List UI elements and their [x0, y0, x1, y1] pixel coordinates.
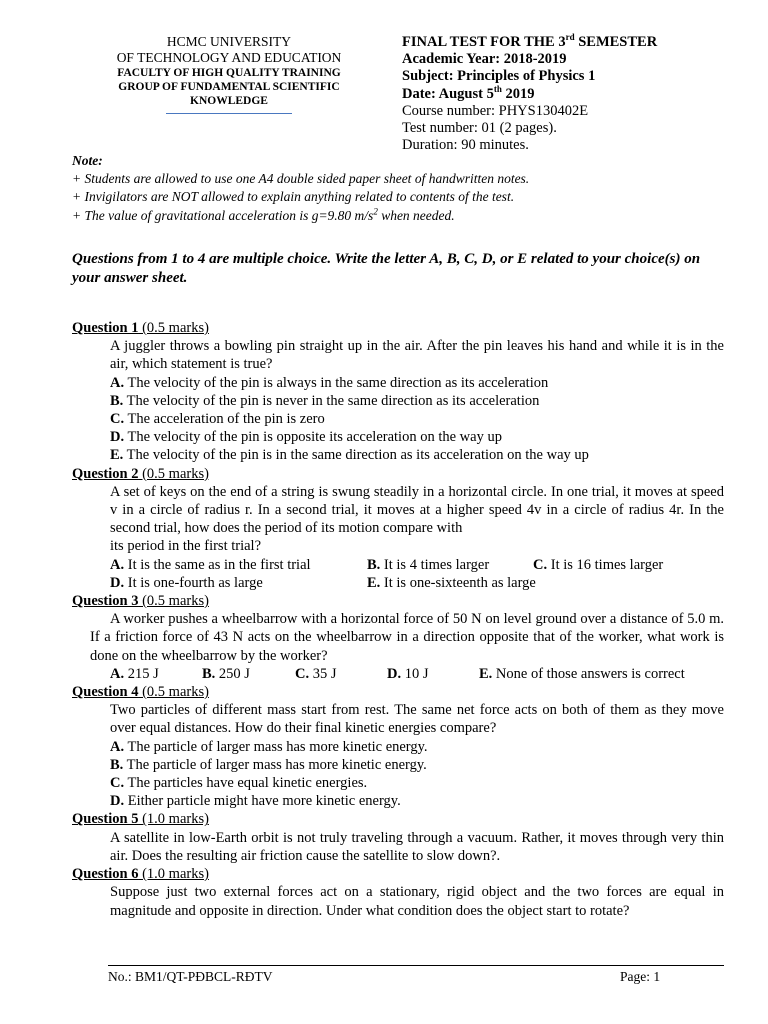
question-3-option-d: D. 10 J — [387, 665, 429, 682]
test-title: FINAL TEST FOR THE 3rd SEMESTER — [402, 32, 658, 50]
question-1-option-d: D. The velocity of the pin is opposite its acceleration on the way up — [110, 429, 502, 446]
question-3-option-b: B. 250 J — [202, 665, 250, 682]
question-2-text: A set of keys on the end of a string is swung steadily in a horizontal circle. In one trial, it moves at speed v in a circle of radius r. In a second trial, it moves at a higher speed 4v in a circle of radius 4r. In the second trial, how does the period of its motion compare with — [110, 483, 724, 537]
institution-header — [96, 34, 362, 114]
question-3-options-row — [110, 665, 724, 683]
question-4-option-b: B. The particle of larger mass has more kinetic energy. — [110, 756, 427, 773]
note-line-2: + Invigilators are NOT allowed to explain anything related to contents of the test. — [72, 189, 515, 205]
question-2-option-a: A. It is the same as in the first trial — [110, 556, 311, 573]
question-2-heading: Question 2 (0.5 marks) — [72, 465, 209, 482]
question-1-option-e: E. The velocity of the pin is in the same direction as its acceleration on the way up — [110, 447, 589, 464]
question-6-heading: Question 6 (1.0 marks) — [72, 866, 209, 883]
header-divider — [166, 113, 292, 114]
question-4-heading: Question 4 (0.5 marks) — [72, 684, 209, 701]
subject: Subject: Principles of Physics 1 — [402, 68, 596, 85]
course-number: Course number: PHYS130402E — [402, 102, 589, 119]
question-2-options-row-1 — [110, 556, 724, 574]
group-line-2: KNOWLEDGE — [190, 95, 268, 107]
question-6-text: Suppose just two external forces act on a stationary, rigid object and the two forces are equal in magnitude and opposite in direction. Under what condition does the object start to rotate? — [110, 884, 724, 919]
question-4-option-d: D. Either particle might have more kinetic energy. — [110, 793, 401, 810]
question-2-text-cont: its period in the first trial? — [110, 538, 262, 555]
university-line-2: OF TECHNOLOGY AND EDUCATION — [116, 50, 342, 65]
instructions: Questions from 1 to 4 are multiple choice. Write the letter A, B, C, D, or E related to your choice(s) on your answer sheet. — [72, 251, 701, 286]
question-4-option-a: A. The particle of larger mass has more kinetic energy. — [110, 738, 428, 755]
footer-page-number: Page: 1 — [620, 969, 661, 984]
group-line-1: GROUP OF FUNDAMENTAL SCIENTIFIC — [118, 81, 340, 93]
question-5-heading: Question 5 (1.0 marks) — [72, 811, 209, 828]
question-5-text: A satellite in low-Earth orbit is not truly traveling through a vacuum. Rather, it moves through very thin air. Does the resulting air friction cause the satellite to slow down?. — [110, 829, 724, 864]
note-line-3: + The value of gravitational acceleration is g=9.80 $m/s^2$ when needed. — [72, 206, 455, 223]
note-line-1: + Students are allowed to use one A4 double sided paper sheet of handwritten notes. — [72, 171, 530, 187]
note-label: Note: — [72, 153, 103, 168]
question-4-option-c: C. The particles have equal kinetic energies. — [110, 775, 368, 792]
question-3-text: A worker pushes a wheelbarrow with a horizontal force of 50 N on level ground over a distance of 5.0 m. If a friction force of 43 N acts on the wheelbarrow in a direction opposite that of the worker, what work is done on the wheelbarrow by the worker? — [90, 611, 724, 664]
note-section — [72, 152, 732, 225]
academic-year: Academic Year: 2018-2019 — [402, 51, 567, 68]
questions-list — [72, 319, 724, 920]
question-1-text: A juggler throws a bowling pin straight up in the air. After the pin leaves his hand and while it is in the air, which statement is true? — [110, 338, 724, 373]
question-4-text: Two particles of different mass start from rest. The same net force acts on both of them as they move over equal distances. How do their final kinetic energies compare? — [110, 702, 724, 737]
question-2-option-d: D. It is one-fourth as large — [110, 574, 263, 591]
question-3-option-a: A. 215 J — [110, 665, 159, 682]
test-date: Date: August 5th 2019 — [402, 83, 535, 102]
question-2-option-e: E. It is one-sixteenth as large — [367, 574, 536, 591]
question-1-option-a: A. The velocity of the pin is always in the same direction as its acceleration — [110, 374, 549, 391]
university-line-1: HCMC UNIVERSITY — [166, 34, 292, 49]
question-1-option-b: B. The velocity of the pin is never in the same direction as its acceleration — [110, 392, 540, 409]
question-3-heading: Question 3 (0.5 marks) — [72, 593, 209, 610]
question-1-heading: Question 1 (0.5 marks) — [72, 320, 209, 336]
faculty-line: FACULTY OF HIGH QUALITY TRAINING — [117, 67, 341, 79]
question-2-option-b: B. It is 4 times larger — [367, 556, 490, 573]
question-1-option-c: C. The acceleration of the pin is zero — [110, 411, 325, 428]
duration: Duration: 90 minutes. — [402, 137, 529, 154]
test-info-header — [402, 34, 742, 154]
question-3-option-c: C. 35 J — [295, 665, 337, 682]
test-number: Test number: 01 (2 pages). — [402, 120, 557, 137]
question-2-option-c: C. It is 16 times larger — [533, 556, 664, 573]
footer-divider — [108, 965, 724, 966]
footer-doc-number: No.: BM1/QT-PĐBCL-RĐTV — [108, 969, 273, 984]
question-2-options-row-2 — [110, 574, 724, 592]
question-3-option-e: E. None of those answers is correct — [479, 665, 685, 682]
